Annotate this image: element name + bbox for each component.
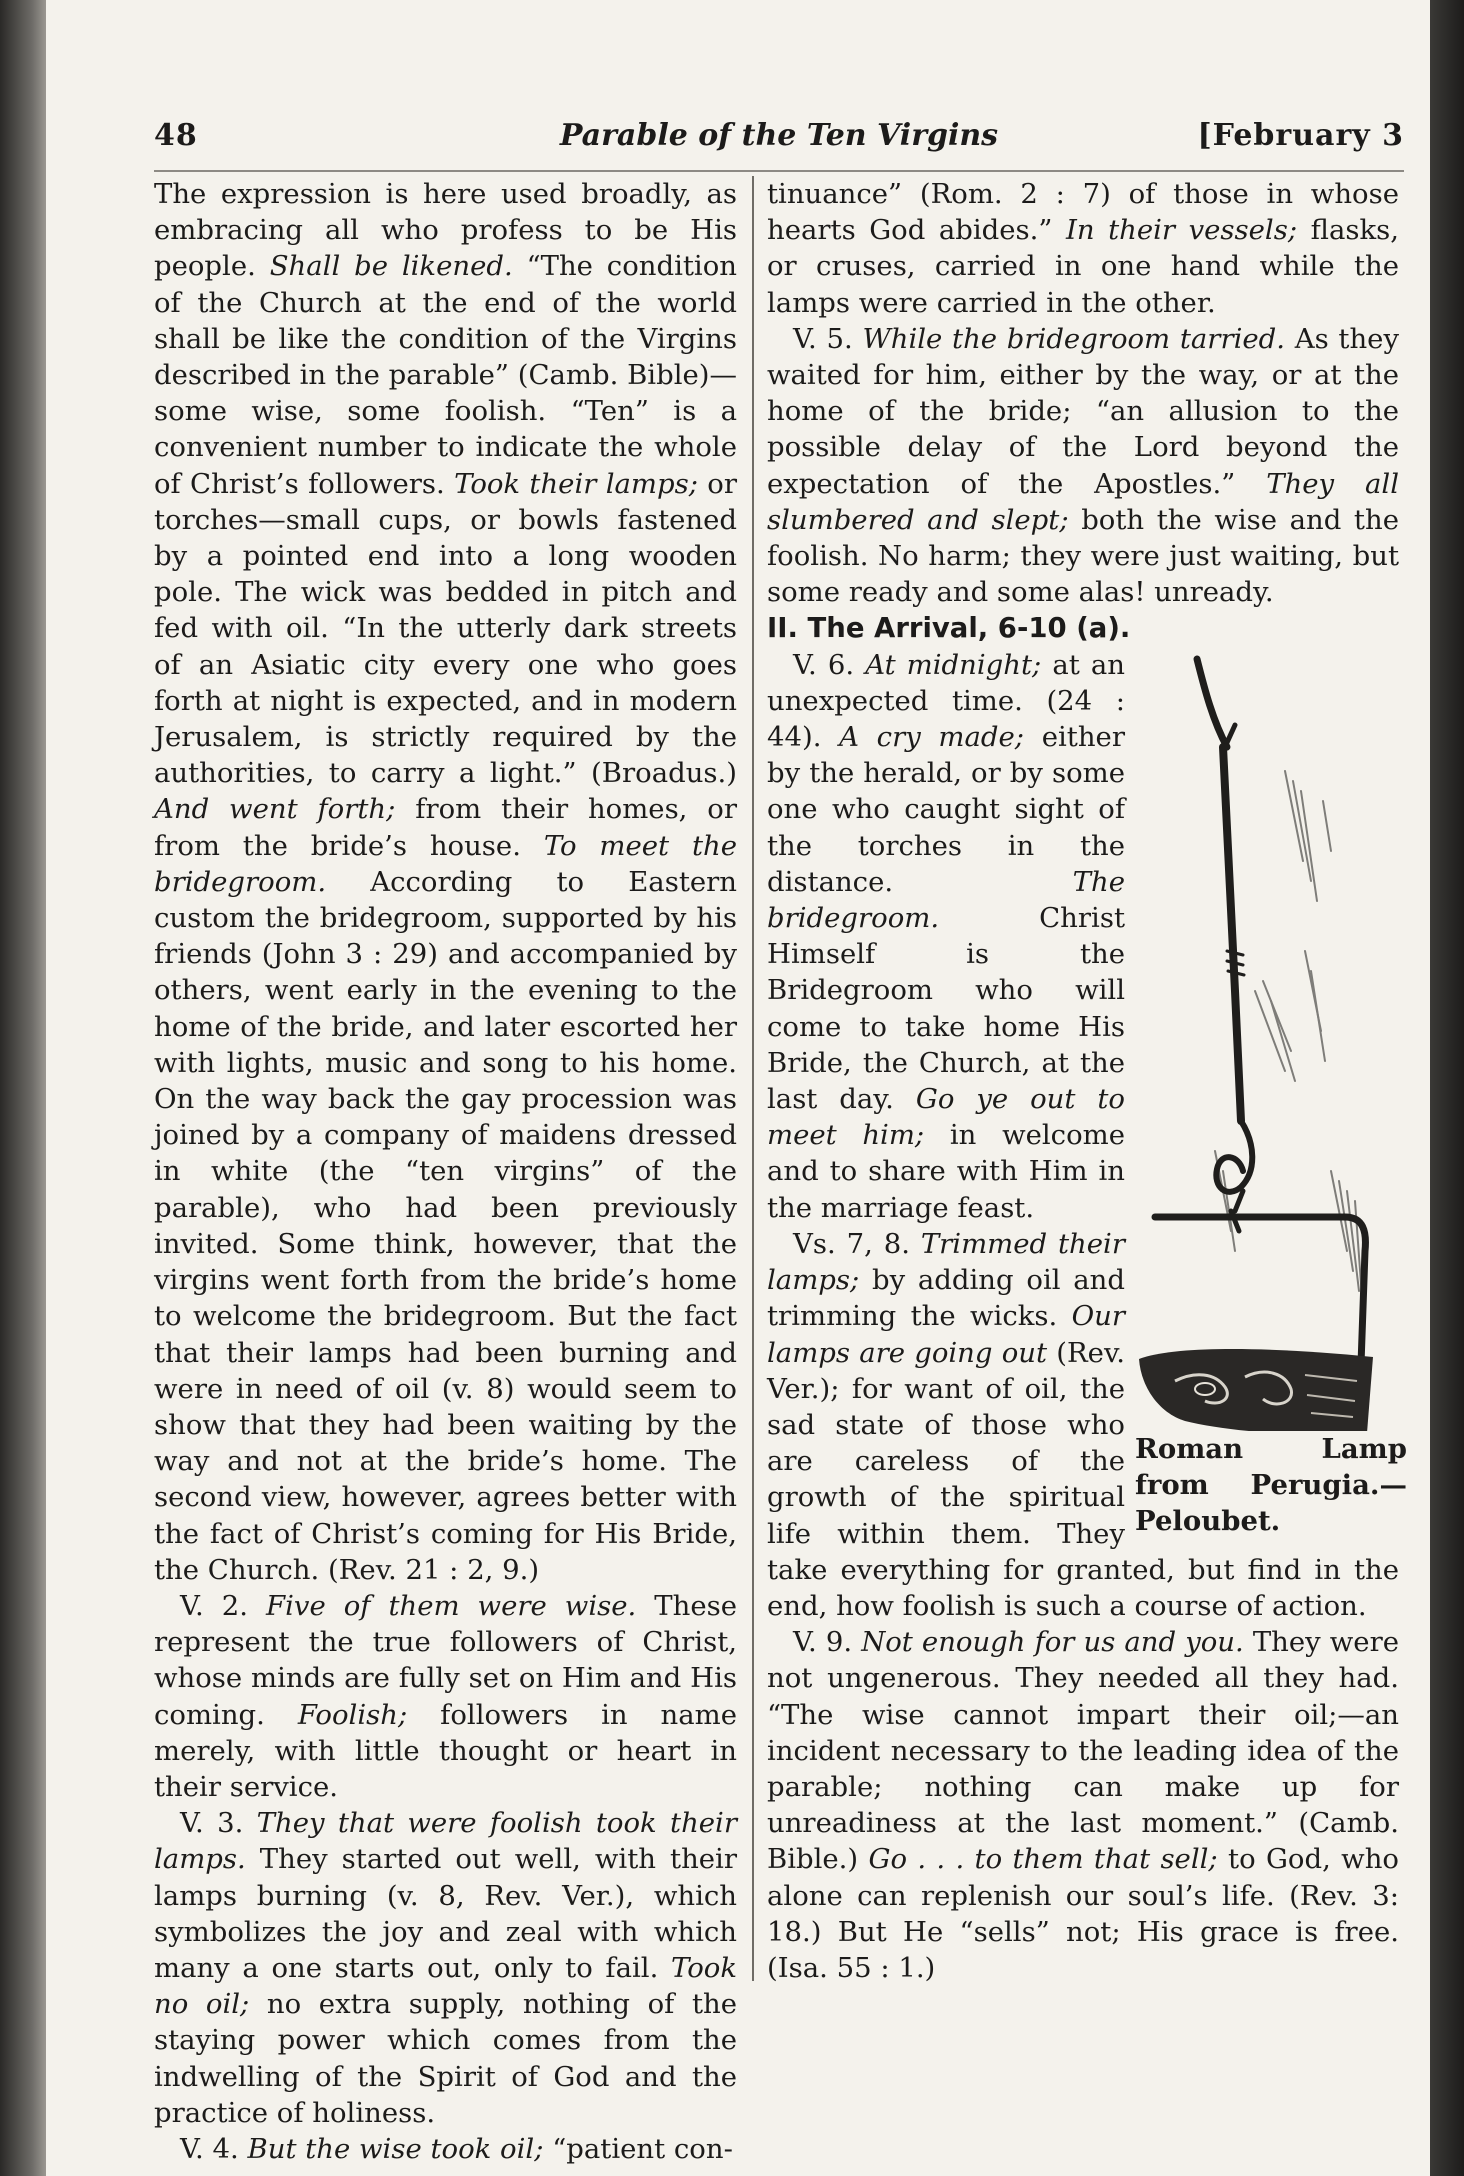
left-column	[154, 176, 737, 2167]
figure-caption: Roman Lamp from Perugia.—Peloubet.	[1135, 1432, 1407, 1538]
paragraph-expression: The expression is here used broadly, as embracing all who profess to be His people. Shall be likened. “The condition of the Church at the end of the world shall be like the condition of the Virgins described in the parable” (Camb. Bible)—some wise, some foolish. “Ten” is a convenient number to indicate the whole of Christ’s followers. Took their lamps; or torches—small cups, or bowls fastened by a pointed end into a long wooden pole. The wick was bedded in pitch and fed with oil. “In the utterly dark streets of an Asiatic city every one who goes forth at night is expected, and in modern Jerusalem, is strictly required by the authorities, to carry a light.” (Broadus.) And went forth; from their homes, or from the bride’s house. To meet the bridegroom. According to Eastern custom the bridegroom, supported by his friends (John 3 : 29) and accompanied by others, went early in the evening to the home of the bride, and later escorted her with lights, music and song to his home. On the way back the gay procession was joined by a company of maidens dressed in white (the “ten virgins” of the parable), who had been previously invited. Some think, however, that the virgins went forth from the bride’s home to welcome the bridegroom. But the fact that their lamps had been burning and were in need of oil (v. 8) would seem to show that they had been waiting by the way and not at the bride’s home. The second view, however, agrees better with the fact of Christ’s coming for His Bride, the Church. (Rev. 21 : 2, 9.)	[154, 178, 738, 1586]
binding-edge-left	[0, 0, 46, 2176]
issue-date: [February 3	[1197, 118, 1404, 153]
roman-lamp-figure	[1135, 651, 1407, 1538]
book-page	[46, 0, 1430, 2176]
right-column	[767, 176, 1407, 1986]
roman-lamp-illustration	[1135, 651, 1407, 1431]
paragraph-verse-5: V. 5. While the bridegroom tarried. As they waited for him, either by the way, or at the home of the bride; “an allusion to the possible delay of the Lord beyond the expectation of the Apostles.” They all slumbered and slept; both the wise and the foolish. No harm; they were just waiting, but some ready and some alas! unready.	[767, 322, 1399, 609]
paragraph-verse-4: V. 4. But the wise took oil; “patient con-	[180, 2132, 733, 2165]
paragraph-verse-3: V. 3. They that were foolish took their lamps. They started out well, with their lamps burning (v. 8, Rev. Ver.), which symbolizes the joy and zeal with which many a one starts out, only to fail. Took no oil; no extra supply, nothing of the staying power which comes from the indwelling of the Spirit of God and the practice of holiness.	[154, 1807, 737, 2129]
page-number: 48	[154, 118, 198, 153]
running-title: Parable of the Ten Virgins	[559, 118, 999, 153]
paragraph-continuance: tinuance” (Rom. 2 : 7) of those in whose hearts God abides.” In their vessels; flasks, or cruses, carried in one hand while the lamps were carried in the other.	[767, 178, 1399, 319]
paragraph-verse-9: V. 9. Not enough for us and you. They were not ungenerous. They needed all they had. “The wise cannot impart their oil;—an incident necessary to the leading idea of the parable; nothing can make up for unreadiness at the last moment.” (Camb. Bible.) Go . . . to them that sell; to God, who alone can replenish our soul’s life. (Rev. 3: 18.) But He “sells” not; His grace is free. (Isa. 55 : 1.)	[767, 1626, 1399, 1984]
column-rule	[752, 176, 754, 1981]
header-rule	[154, 170, 1404, 172]
paragraph-verse-6: V. 6. At midnight; at an unexpected time. (24 : 44). A cry made; either by the herald, or by some one who caught sight of the torches in the distance. The bridegroom. Christ Himself is the Bridegroom who will come to take home His Bride, the Church, at the last day. Go ye out to meet him; in welcome and to share with Him in the marriage feast.	[767, 648, 1125, 1224]
section-heading-arrival: II. The Arrival, 6-10 (a).	[767, 612, 1131, 645]
paragraph-verse-2: V. 2. Five of them were wise. These represent the true followers of Christ, whose minds are fully set on Him and His coming. Foolish; followers in name merely, with little thought or heart in their service.	[154, 1589, 737, 1803]
page-header	[154, 112, 1404, 158]
paragraph-verses-7-8: Vs. 7, 8. Trimmed their lamps; by adding oil and trimming the wicks. Our lamps are going out (Rev. Ver.); for want of oil, the sad state of those who are careless of the growth of the spiritual life within them. They take everything for granted, but find in the end, how foolish is such a course of action.	[767, 1227, 1399, 1622]
binding-edge-right	[1430, 0, 1464, 2176]
